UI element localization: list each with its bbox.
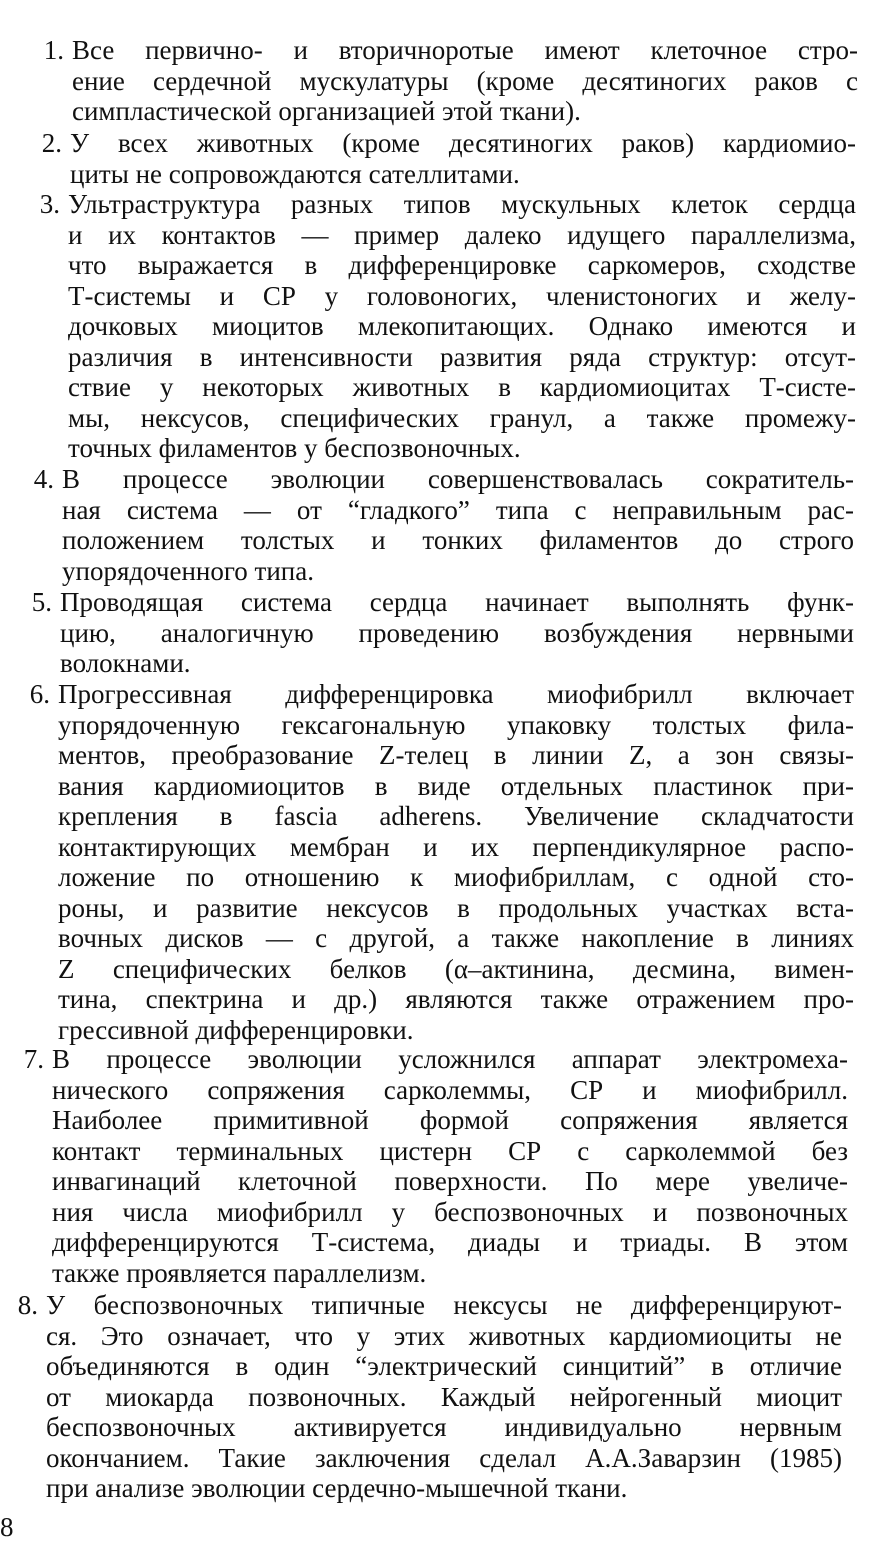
- item-number: 4.: [33, 464, 54, 494]
- text-line: упорядоченного типа.: [62, 555, 314, 586]
- text-line: симпластической организацией этой ткани).: [72, 96, 581, 126]
- text-line: циты не сопровождаются сателлитами.: [70, 158, 520, 189]
- text-line: ложение по отношению к миофибриллам, с одной сто-: [58, 862, 854, 892]
- text-line: Наиболее примитивной формой сопряжения является: [52, 1105, 848, 1135]
- text-line: Прогрессивная дифференцировка миофибрилл включает: [58, 679, 854, 709]
- text-line: ствие у некоторых животных в кардиомиоцитах Т-систе-: [68, 372, 856, 402]
- text-line: В процессе эволюции усложнился аппарат электромеха-: [52, 1044, 848, 1074]
- text-line: ния числа миофибрилл у беспозвоночных и позвоночных: [52, 1196, 848, 1227]
- text-line: что выражается в дифференцировке саркомеров, сходстве: [68, 250, 856, 280]
- text-line: У беспозвоночных типичные нексусы не дифференцируют-: [46, 1290, 842, 1320]
- text-line: грессивной дифференцировки.: [58, 1014, 414, 1045]
- text-line: мы, нексусов, специфических гранул, а также промежу-: [68, 402, 856, 433]
- text-line: точных филаментов у беспозвоночных.: [68, 433, 521, 463]
- item-text: [52, 1044, 848, 1288]
- text-line: контактирующих мембран и их перпендикулярное распо-: [58, 831, 854, 862]
- text-line: и их контактов — пример далеко идущего параллелизма,: [68, 219, 856, 250]
- text-line: при анализе эволюции сердечно-мышечной ткани.: [46, 1473, 628, 1503]
- text-line: Z специфических белков (α–актинина, десмина, вимен-: [58, 953, 854, 984]
- text-line: Все первично- и вторичноротые имеют клеточное стро-: [72, 35, 858, 65]
- text-line: нического сопряжения сарколеммы, СР и миофибрилл.: [52, 1074, 848, 1105]
- text-line: объединяются в один “электрический синцитий” в отличие: [46, 1351, 842, 1381]
- text-line: упорядоченную гексагональную упаковку толстых фила-: [58, 709, 854, 740]
- text-line: вания кардиомиоцитов в виде отдельных пластинок при-: [58, 770, 854, 801]
- text-line: Ультраструктура разных типов мускульных клеток сердца: [68, 189, 856, 219]
- text-line: различия в интенсивности развития ряда структур: отсут-: [68, 341, 856, 372]
- item-number: 3.: [39, 189, 60, 219]
- page-number: 8: [0, 1512, 14, 1542]
- item-number: 2.: [41, 128, 62, 158]
- text-line: крепления в fascia adherens. Увеличение складчатости: [58, 801, 854, 831]
- item-text: [68, 189, 856, 464]
- item-number: 1.: [43, 35, 64, 65]
- text-line: также проявляется параллелизм.: [52, 1257, 427, 1288]
- text-line: роны, и развитие нексусов в продольных участках вста-: [58, 892, 854, 923]
- text-line: дифференцируются Т-система, диады и триады. В этом: [52, 1227, 848, 1257]
- text-line: беспозвоночных активируется индивидуально нервным: [46, 1412, 842, 1442]
- text-line: В процессе эволюции совершенствовалась сократитель-: [62, 464, 854, 494]
- text-line: Т-системы и СР у головоногих, членистоногих и желу-: [68, 280, 856, 311]
- text-line: вочных дисков — с другой, а также накопление в линиях: [58, 923, 854, 953]
- item-text: [58, 679, 854, 1045]
- item-text: [60, 587, 854, 679]
- item-text: [70, 128, 856, 189]
- item-number: 8.: [17, 1290, 38, 1320]
- text-line: ментов, преобразование Z-телец в линии Z, а зон связы-: [58, 740, 854, 770]
- text-line: тина, спектрина и др.) являются также отражением про-: [58, 984, 854, 1014]
- item-text: [46, 1290, 842, 1504]
- item-text: [72, 35, 858, 127]
- text-line: ение сердечной мускулатуры (кроме десятиногих раков с: [72, 65, 858, 96]
- item-text: [62, 464, 854, 586]
- text-line: цию, аналогичную проведению возбуждения нервными: [60, 617, 854, 648]
- item-number: 7.: [23, 1044, 44, 1074]
- text-line: ся. Это означает, что у этих животных кардиомиоциты не: [46, 1320, 842, 1351]
- item-number: 6.: [29, 679, 50, 709]
- text-line: от миокарда позвоночных. Каждый нейрогенный миоцит: [46, 1381, 842, 1412]
- text-line: положением толстых и тонких филаментов до строго: [62, 525, 854, 555]
- text-line: У всех животных (кроме десятиногих раков) кардиомио-: [70, 128, 856, 158]
- text-line: окончанием. Такие заключения сделал А.А.Заварзин (1985): [46, 1442, 842, 1473]
- text-line: инвагинаций клеточной поверхности. По мере увеличе-: [52, 1166, 848, 1196]
- text-line: волокнами.: [60, 648, 191, 678]
- text-line: ная система — от “гладкого” типа с неправильным рас-: [62, 494, 854, 525]
- item-number: 5.: [31, 587, 52, 617]
- text-line: Проводящая система сердца начинает выполнять функ-: [60, 587, 854, 617]
- text-line: контакт терминальных цистерн СР с сарколеммой без: [52, 1135, 848, 1166]
- text-line: дочковых миоцитов млекопитающих. Однако имеются и: [68, 311, 856, 341]
